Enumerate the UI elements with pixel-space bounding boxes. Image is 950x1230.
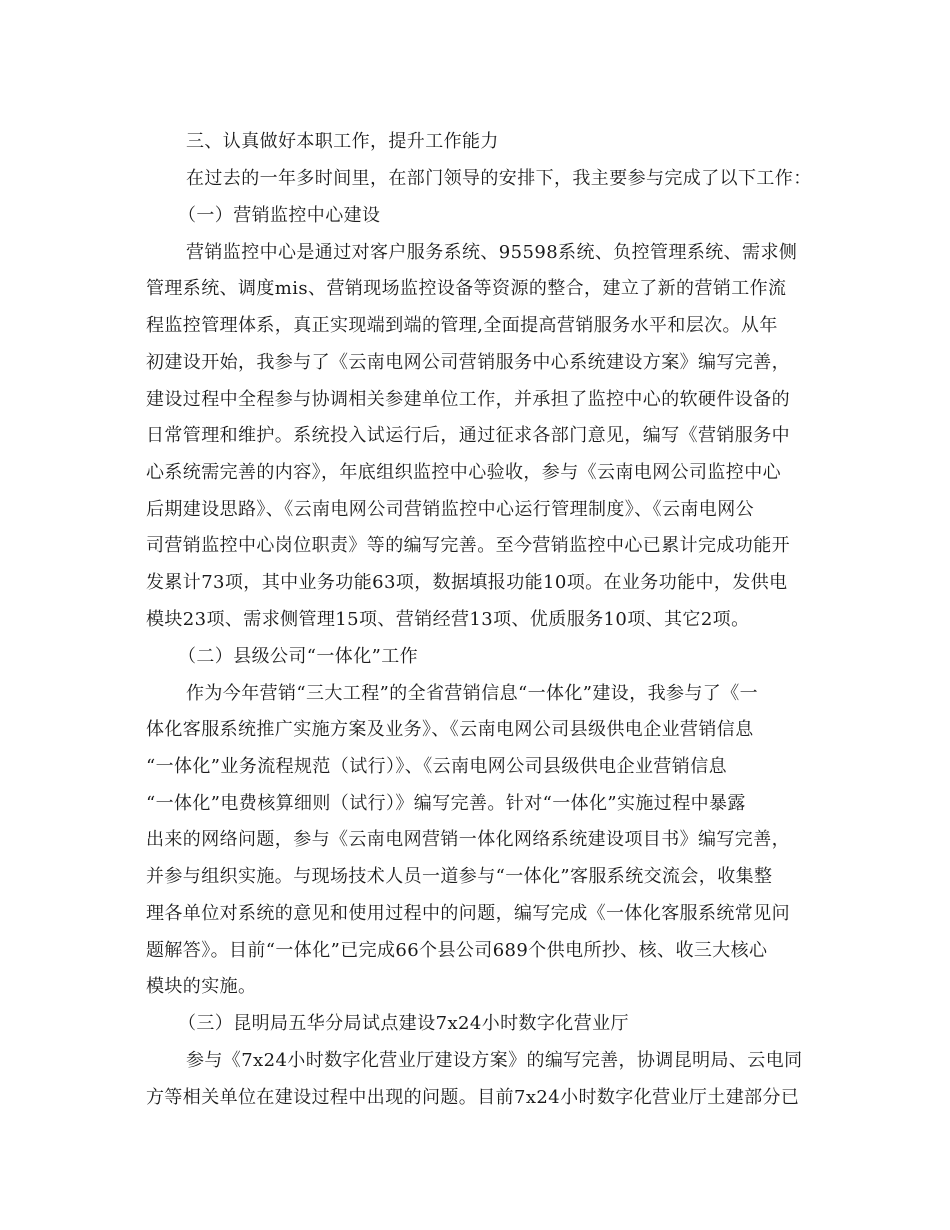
paragraph-line: 作为今年营销“三大工程”的全省营销信息“一体化”建设，我参与了《一 <box>186 683 759 704</box>
subsection-heading: （一）营销监控中心建设 <box>178 205 381 226</box>
paragraph-line: 在过去的一年多时间里，在部门领导的安排下，我主要参与完成了以下工作： <box>186 168 812 189</box>
subsection-heading: （三）昆明局五华分局试点建设7x24小时数字化营业厅 <box>178 1013 629 1034</box>
paragraph-line: 理各单位对系统的意见和使用过程中的问题，编写完成《一体化客服系统常见问 <box>146 903 790 924</box>
paragraph-line: 日常管理和维护。系统投入试运行后，通过征求各部门意见，编写《营销服务中 <box>146 425 790 446</box>
paragraph-line: 模块23项、需求侧管理15项、营销经营13项、优质服务10项、其它2项。 <box>146 609 750 630</box>
paragraph-line: 方等相关单位在建设过程中出现的问题。目前7x24小时数字化营业厅土建部分已 <box>146 1087 800 1108</box>
paragraph-line: “一体化”业务流程规范（试行）》、《云南电网公司县级供电企业营销信息 <box>146 756 728 777</box>
paragraph-line: 发累计73项，其中业务功能63项，数据填报功能10项。在业务功能中，发供电 <box>146 572 788 593</box>
paragraph-line: 建设过程中全程参与协调相关参建单位工作，并承担了监控中心的软硬件设备的 <box>146 389 790 410</box>
paragraph-line: “一体化”电费核算细则（试行）》编写完善。针对“一体化”实施过程中暴露 <box>146 793 746 814</box>
section-heading: 三、认真做好本职工作，提升工作能力 <box>186 131 499 152</box>
paragraph-line: 并参与组织实施。与现场技术人员一道参与“一体化”客服系统交流会，收集整 <box>146 866 773 887</box>
subsection-heading: （二）县级公司“一体化”工作 <box>178 646 419 667</box>
paragraph-line: 模块的实施。 <box>146 976 257 997</box>
paragraph-line: 出来的网络问题，参与《云南电网营销一体化网络系统建设项目书》编写完善， <box>146 829 790 850</box>
paragraph-line: 题解答》。目前“一体化”已完成66个县公司689个供电所抄、核、收三大核心 <box>146 940 768 961</box>
paragraph-line: 初建设开始，我参与了《云南电网公司营销服务中心系统建设方案》编写完善， <box>146 352 790 373</box>
paragraph-line: 管理系统、调度mis、营销现场监控设备等资源的整合，建立了新的营销工作流 <box>146 278 787 299</box>
paragraph-line: 司营销监控中心岗位职责》等的编写完善。至今营销监控中心已累计完成功能开 <box>146 535 790 556</box>
paragraph-line: 体化客服系统推广实施方案及业务》、《云南电网公司县级供电企业营销信息 <box>146 719 754 740</box>
paragraph-line: 营销监控中心是通过对客户服务系统、95598系统、负控管理系统、需求侧 <box>186 242 798 263</box>
paragraph-line: 程监控管理体系，真正实现端到端的管理,全面提高营销服务水平和层次。从年 <box>146 315 778 336</box>
paragraph-line: 心系统需完善的内容》，年底组织监控中心验收，参与《云南电网公司监控中心 <box>146 462 781 483</box>
paragraph-line: 参与《7x24小时数字化营业厅建设方案》的编写完善，协调昆明局、云电同 <box>186 1050 803 1071</box>
paragraph-line: 后期建设思路》、《云南电网公司营销监控中心运行管理制度》、《云南电网公 <box>146 499 754 520</box>
